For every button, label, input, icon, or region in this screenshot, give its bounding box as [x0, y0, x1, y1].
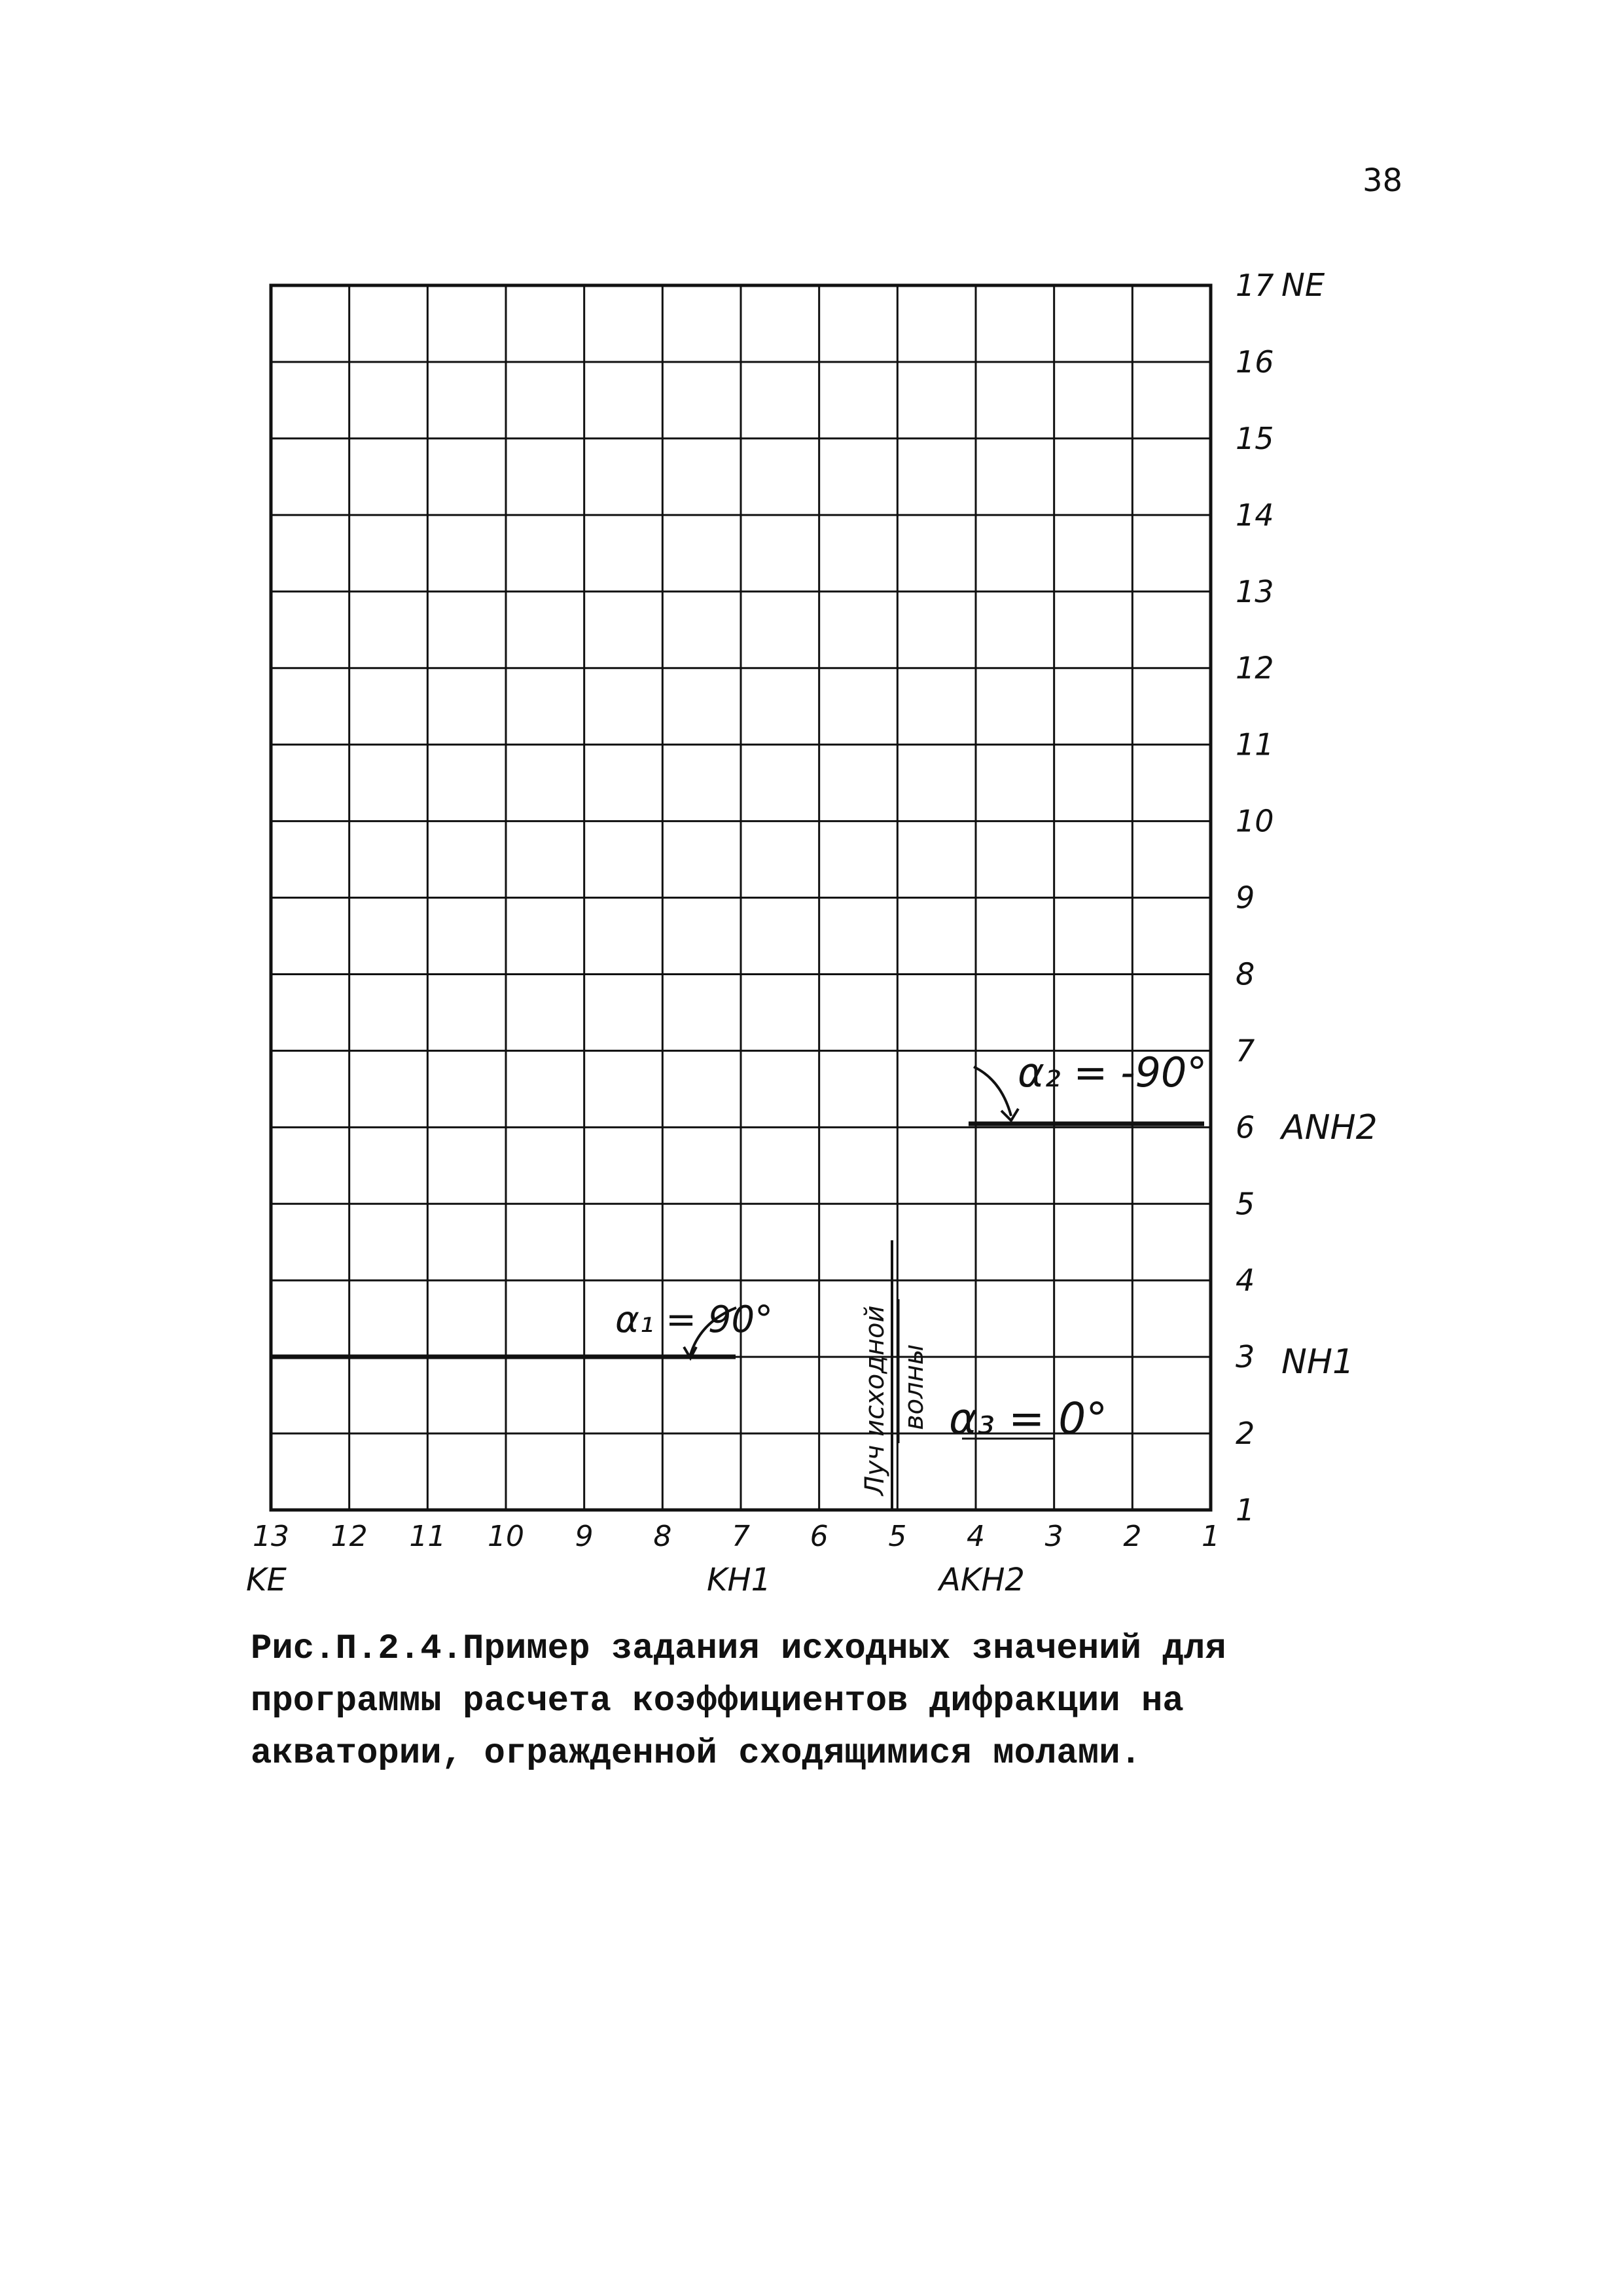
y-axis-labels [1236, 268, 1274, 1528]
x-marker-kh1: KH1 [707, 1562, 772, 1598]
caption-line-1: Рис.П.2.4.Пример задания исходных значений для [251, 1629, 1226, 1669]
alpha1-label: α₁ = 90° [615, 1299, 774, 1341]
figure-caption [251, 1623, 1363, 1780]
x-tick-label: 11 [409, 1520, 446, 1553]
x-tick-label: 3 [1044, 1520, 1063, 1553]
y-tick-label: 2 [1236, 1416, 1255, 1452]
x-tick-label: 8 [653, 1520, 672, 1553]
y-marker-anh2: ANH2 [1281, 1108, 1378, 1147]
ray-label-line1: Луч исходной [860, 1305, 890, 1496]
y-marker-ne: NE [1281, 267, 1325, 304]
alpha2-arc-arrow [974, 1067, 1011, 1116]
x-tick-label: 1 [1202, 1520, 1220, 1553]
y-tick-label: 13 [1236, 573, 1274, 609]
x-marker-ke: KE [246, 1562, 287, 1598]
y-tick-label: 9 [1236, 880, 1255, 916]
y-tick-label: 12 [1236, 650, 1274, 686]
y-marker-nh1: NH1 [1281, 1342, 1355, 1382]
y-tick-label: 5 [1236, 1186, 1255, 1222]
x-tick-label: 9 [575, 1520, 594, 1553]
y-tick-label: 1 [1236, 1492, 1255, 1528]
y-tick-label: 14 [1236, 497, 1274, 533]
x-axis-labels [253, 1520, 1220, 1553]
alpha2-label: α₂ = -90° [1018, 1049, 1207, 1096]
caption-line-2: программы расчета коэффициентов дифракции на [251, 1681, 1184, 1721]
y-tick-label: 10 [1236, 803, 1274, 839]
x-tick-label: 13 [253, 1520, 289, 1553]
y-tick-label: 3 [1236, 1339, 1255, 1375]
x-tick-label: 5 [888, 1520, 907, 1553]
y-tick-label: 8 [1236, 956, 1255, 992]
y-tick-label: 15 [1236, 420, 1274, 456]
y-tick-label: 4 [1236, 1263, 1255, 1299]
x-tick-label: 6 [810, 1520, 829, 1553]
x-marker-akh2: AKH2 [939, 1562, 1025, 1598]
y-tick-label: 6 [1236, 1109, 1255, 1145]
y-tick-label: 16 [1236, 344, 1274, 380]
page-number: 38 [1363, 162, 1403, 199]
y-tick-label: 17 [1236, 268, 1274, 303]
caption-line-3: акватории, огражденной сходящимися молами. [251, 1734, 1142, 1774]
x-tick-label: 12 [330, 1520, 368, 1553]
y-tick-label: 7 [1236, 1033, 1255, 1069]
x-tick-label: 2 [1123, 1520, 1142, 1553]
y-tick-label: 11 [1236, 726, 1274, 762]
ray-label-line2: волны [899, 1344, 929, 1430]
x-tick-label: 7 [732, 1520, 750, 1553]
x-tick-label: 4 [967, 1520, 985, 1553]
x-tick-label: 10 [488, 1520, 524, 1553]
alpha3-label: α₃ = 0° [949, 1393, 1108, 1444]
